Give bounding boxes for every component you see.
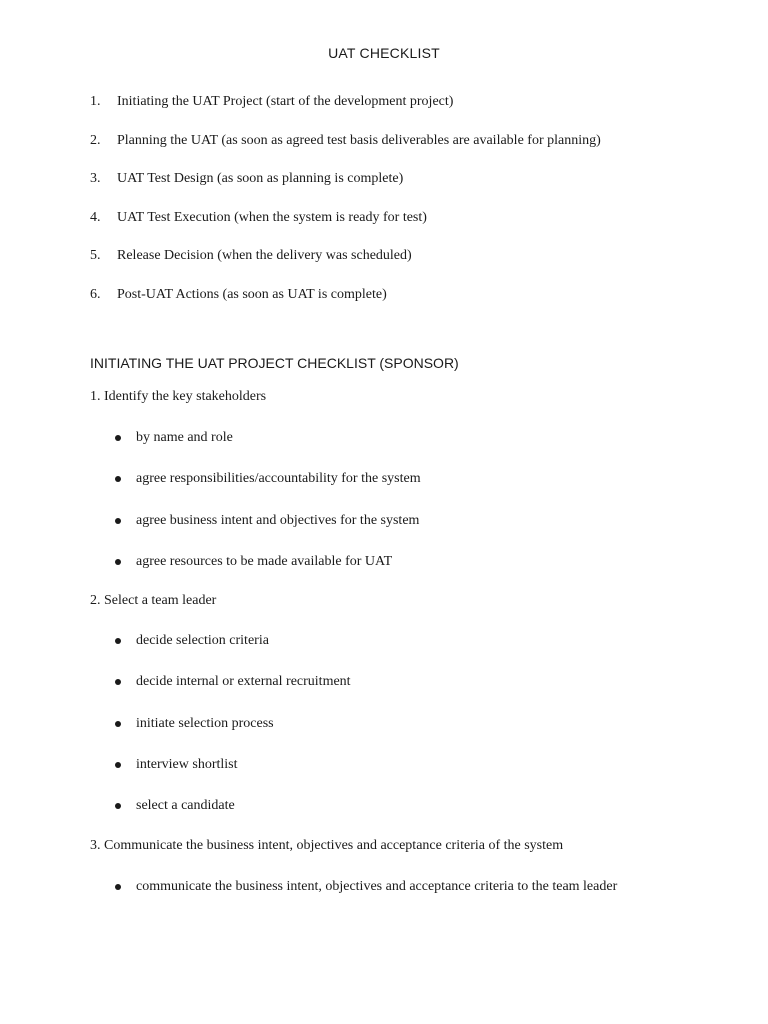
bullet-item (113, 512, 421, 553)
bullet-item (113, 878, 617, 919)
bullet-icon (115, 679, 121, 685)
bullet-text: initiate selection process (136, 715, 274, 731)
bullet-icon (115, 884, 121, 890)
list-item-text: Post-UAT Actions (as soon as UAT is complete) (117, 286, 387, 302)
list-item (90, 209, 601, 248)
bullet-text: by name and role (136, 430, 233, 445)
list-item-text: Release Decision (when the delivery was scheduled) (117, 248, 412, 263)
bullet-icon (115, 762, 121, 768)
bullet-text: agree resources to be made available for UAT (136, 553, 393, 569)
document-title: UAT CHECKLIST (328, 45, 440, 61)
bullet-text: interview shortlist (136, 756, 238, 772)
list-item-text: Initiating the UAT Project (start of the development project) (117, 94, 454, 109)
bullet-icon (115, 476, 121, 482)
phase-list (90, 93, 601, 324)
list-item-text: Planning the UAT (as soon as agreed test basis deliverables are available for planning) (117, 132, 601, 148)
list-number: 5. (90, 248, 101, 263)
list-number: 1. (90, 94, 101, 109)
list-number: 3. (90, 171, 101, 186)
bullet-icon (115, 435, 121, 441)
list-number: 2. (90, 132, 101, 148)
list-number: 6. (90, 286, 101, 302)
bullet-item (113, 429, 421, 470)
step-heading: 1. Identify the key stakeholders (90, 389, 267, 404)
step-heading: 3. Communicate the business intent, objectives and acceptance criteria of the system (90, 838, 564, 853)
bullet-icon (115, 721, 121, 727)
bullet-list (113, 429, 421, 594)
bullet-item (113, 673, 351, 714)
bullet-text: communicate the business intent, objectives and acceptance criteria to the team leader (136, 879, 618, 894)
list-item-text: UAT Test Design (as soon as planning is complete) (117, 171, 404, 186)
bullet-item (113, 715, 351, 756)
bullet-icon (115, 518, 121, 524)
section-heading: INITIATING THE UAT PROJECT CHECKLIST (SPONSOR) (90, 355, 459, 371)
bullet-list (113, 632, 351, 838)
list-item (90, 132, 601, 171)
list-item (90, 93, 601, 132)
bullet-list (113, 878, 617, 919)
bullet-text: agree responsibilities/accountability for the system (136, 471, 421, 487)
list-item (90, 286, 601, 325)
step-heading: 2. Select a team leader (90, 593, 217, 608)
bullet-text: decide selection criteria (136, 633, 269, 648)
bullet-icon (115, 803, 121, 809)
bullet-item (113, 553, 421, 594)
bullet-text: decide internal or external recruitment (136, 674, 351, 690)
list-item-text: UAT Test Execution (when the system is ready for test) (117, 209, 427, 225)
bullet-text: agree business intent and objectives for the system (136, 512, 420, 528)
bullet-item (113, 470, 421, 511)
bullet-icon (115, 559, 121, 565)
bullet-icon (115, 638, 121, 644)
bullet-item (113, 632, 351, 673)
list-item (90, 170, 601, 209)
bullet-item (113, 756, 351, 797)
bullet-item (113, 797, 351, 838)
list-number: 4. (90, 209, 101, 225)
list-item (90, 247, 601, 286)
bullet-text: select a candidate (136, 798, 235, 814)
